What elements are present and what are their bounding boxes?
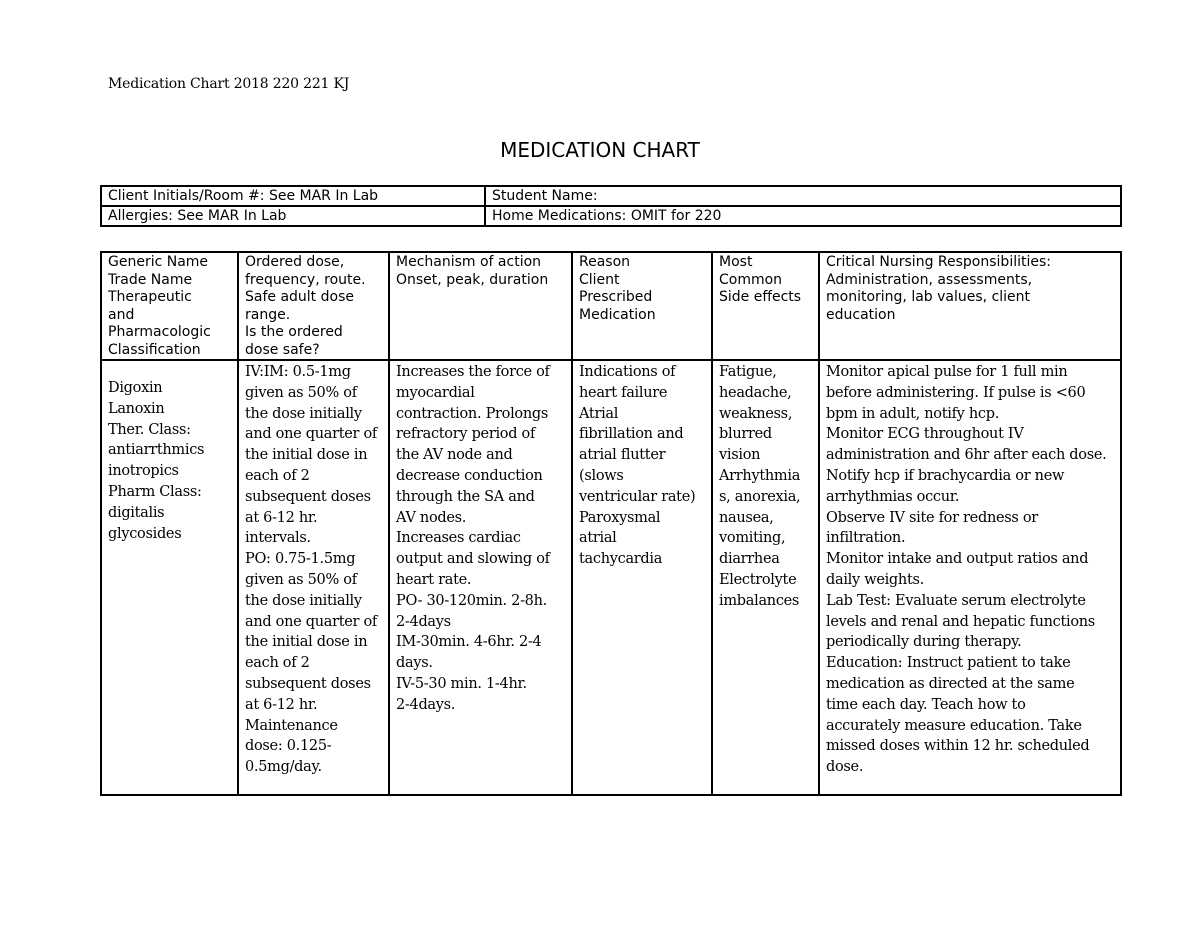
cell-line: Most xyxy=(719,254,753,270)
cell-line: Notify hcp if brachycardia or new xyxy=(826,467,1065,484)
cell-line: the AV node and xyxy=(396,447,513,464)
cell-line: fibrillation and xyxy=(579,426,684,443)
cell-line: Is the ordered xyxy=(245,324,343,340)
cell-line: frequency, route. xyxy=(245,271,366,288)
cell-line: accurately measure education. Take xyxy=(826,717,1082,734)
home-medications-cell: Home Medications: OMIT for 220 xyxy=(485,206,1121,226)
cell-line: dose: 0.125- xyxy=(245,738,332,755)
cell-line: decrease conduction xyxy=(396,467,543,484)
cell-line: ventricular rate) xyxy=(579,488,696,505)
cell-line: Monitor ECG throughout IV xyxy=(826,426,1024,443)
cell-line: dose. xyxy=(826,759,864,776)
cell-line: PO- 30-120min. 2-8h. xyxy=(396,592,547,609)
cell-line: Generic Name xyxy=(108,254,209,270)
cell-line: Critical Nursing Responsibilities: xyxy=(826,254,1051,270)
cell-line: Medication xyxy=(579,306,656,323)
cell-line: atrial flutter xyxy=(579,447,666,464)
cell-line: arrhythmias occur. xyxy=(826,488,960,505)
student-name-cell: Student Name: xyxy=(485,186,1121,206)
cell-line: (slows xyxy=(579,467,624,484)
cell-line: contraction. Prolongs xyxy=(396,405,549,422)
cell-line: PO: 0.75-1.5mg xyxy=(245,551,356,568)
cell-line: tachycardia xyxy=(579,551,663,568)
cell-line: blurred xyxy=(719,426,772,443)
cell-line: monitoring, lab values, client xyxy=(826,289,1031,305)
cell-line: Paroxysmal xyxy=(579,509,661,526)
cell-line: vision xyxy=(719,447,761,464)
cell-line: Education: Instruct patient to take xyxy=(826,655,1071,672)
cell-line: digitalis xyxy=(108,504,165,521)
cell-line: through the SA and xyxy=(396,488,535,505)
cell-line: Mechanism of action xyxy=(396,254,542,270)
cell-line: at 6-12 hr. xyxy=(245,509,318,526)
cell-line: antiarrthmics xyxy=(108,442,205,459)
cell-side-effects xyxy=(712,360,819,795)
cell-line: refractory period of xyxy=(396,426,536,443)
cell-line: Maintenance xyxy=(245,717,338,734)
cell-line: Client xyxy=(579,271,620,288)
allergies-cell: Allergies: See MAR In Lab xyxy=(101,206,485,226)
cell-line: each of 2 xyxy=(245,655,310,672)
cell-line: Observe IV site for redness or xyxy=(826,509,1038,526)
cell-line: missed doses within 12 hr. scheduled xyxy=(826,738,1090,755)
cell-line: infiltration. xyxy=(826,530,906,547)
cell-line: heart failure xyxy=(579,384,668,401)
cell-reason xyxy=(572,360,712,795)
table-header-row xyxy=(101,252,1121,360)
cell-line: Trade Name xyxy=(108,271,193,288)
cell-line: Safe adult dose xyxy=(245,289,354,305)
cell-line: and xyxy=(108,306,135,323)
cell-line: Lab Test: Evaluate serum electrolyte xyxy=(826,592,1086,609)
cell-line: administration and 6hr after each dose. xyxy=(826,447,1107,464)
cell-line: Ordered dose, xyxy=(245,254,345,270)
cell-line: weakness, xyxy=(719,405,793,422)
cell-line: levels and renal and hepatic functions xyxy=(826,613,1095,630)
cell-line: Administration, assessments, xyxy=(826,271,1033,288)
cell-line: 2-4days. xyxy=(396,696,456,713)
cell-line: Side effects xyxy=(719,289,802,305)
cell-line: Monitor apical pulse for 1 full min xyxy=(826,364,1068,380)
cell-line: IV:IM: 0.5-1mg xyxy=(245,364,351,380)
cell-line: Monitor intake and output ratios and xyxy=(826,551,1089,568)
cell-line: vomiting, xyxy=(719,530,786,547)
cell-line: Increases the force of xyxy=(396,364,550,380)
cell-line: each of 2 xyxy=(245,467,310,484)
cell-line: Increases cardiac xyxy=(396,530,521,547)
cell-line: glycosides xyxy=(108,525,182,542)
medication-table xyxy=(100,251,1122,796)
cell-nursing-responsibilities xyxy=(819,360,1121,795)
client-initials-cell: Client Initials/Room #: See MAR In Lab xyxy=(101,186,485,206)
cell-line: Atrial xyxy=(579,405,619,422)
cell-line: myocardial xyxy=(396,384,475,401)
cell-line: the initial dose in xyxy=(245,634,368,651)
header-generic-name xyxy=(101,252,238,360)
client-info-row xyxy=(101,206,1121,226)
cell-mechanism xyxy=(389,360,572,795)
cell-line: 0.5mg/day. xyxy=(245,759,322,776)
cell-line: the dose initially xyxy=(245,592,362,609)
cell-line: output and slowing of xyxy=(396,551,550,568)
cell-line: s, anorexia, xyxy=(719,488,801,505)
cell-line: Pharm Class: xyxy=(108,483,202,500)
cell-line: nausea, xyxy=(719,509,774,526)
cell-line: AV nodes. xyxy=(396,509,467,526)
table-row xyxy=(101,360,1121,795)
cell-line: Lanoxin xyxy=(108,400,165,417)
client-info-row xyxy=(101,186,1121,206)
cell-line: Common xyxy=(719,271,783,288)
cell-line: imbalances xyxy=(719,592,800,609)
header-mechanism xyxy=(389,252,572,360)
cell-line: headache, xyxy=(719,384,792,401)
cell-line: subsequent doses xyxy=(245,488,371,505)
header-nursing-responsibilities xyxy=(819,252,1121,360)
cell-line: Reason xyxy=(579,254,631,270)
page-title: MEDICATION CHART xyxy=(500,138,700,162)
cell-line: at 6-12 hr. xyxy=(245,696,318,713)
page-header: Medication Chart 2018 220 221 KJ xyxy=(108,76,350,92)
cell-line: diarrhea xyxy=(719,551,780,568)
cell-line: dose safe? xyxy=(245,341,320,358)
cell-line: periodically during therapy. xyxy=(826,634,1022,651)
cell-line: Fatigue, xyxy=(719,364,777,380)
header-side-effects xyxy=(712,252,819,360)
cell-line: medication as directed at the same xyxy=(826,675,1075,692)
cell-line: Digoxin xyxy=(108,380,163,396)
cell-line: intervals. xyxy=(245,530,311,547)
cell-line: subsequent doses xyxy=(245,675,371,692)
cell-line: Indications of xyxy=(579,364,676,380)
cell-line: before administering. If pulse is <60 xyxy=(826,384,1086,401)
cell-line: IM-30min. 4-6hr. 2-4 xyxy=(396,634,542,651)
cell-line: 2-4days xyxy=(396,613,451,630)
cell-line: given as 50% of xyxy=(245,571,357,588)
cell-ordered-dose xyxy=(238,360,389,795)
cell-line: Therapeutic xyxy=(108,289,192,305)
cell-line: education xyxy=(826,306,896,323)
cell-line: days. xyxy=(396,655,433,672)
cell-line: Pharmacologic xyxy=(108,324,211,340)
cell-generic-name xyxy=(101,360,238,795)
header-ordered-dose xyxy=(238,252,389,360)
cell-line: inotropics xyxy=(108,463,179,480)
cell-line: bpm in adult, notify hcp. xyxy=(826,405,1000,422)
cell-line: heart rate. xyxy=(396,571,472,588)
cell-line: Electrolyte xyxy=(719,571,797,588)
cell-line: Prescribed xyxy=(579,289,653,305)
cell-line: time each day. Teach how to xyxy=(826,696,1026,713)
client-info-table xyxy=(100,185,1122,227)
cell-line: IV-5-30 min. 1-4hr. xyxy=(396,675,527,692)
cell-line: and one quarter of xyxy=(245,426,377,443)
cell-line: daily weights. xyxy=(826,571,924,588)
cell-line: the dose initially xyxy=(245,405,362,422)
cell-line: given as 50% of xyxy=(245,384,357,401)
cell-line: range. xyxy=(245,306,291,323)
cell-line: Onset, peak, duration xyxy=(396,271,549,288)
cell-line: and one quarter of xyxy=(245,613,377,630)
header-reason xyxy=(572,252,712,360)
cell-line: the initial dose in xyxy=(245,447,368,464)
cell-line: Arrhythmia xyxy=(719,467,801,484)
cell-line: Ther. Class: xyxy=(108,421,191,438)
cell-line: atrial xyxy=(579,530,617,547)
cell-line: Classification xyxy=(108,341,201,358)
